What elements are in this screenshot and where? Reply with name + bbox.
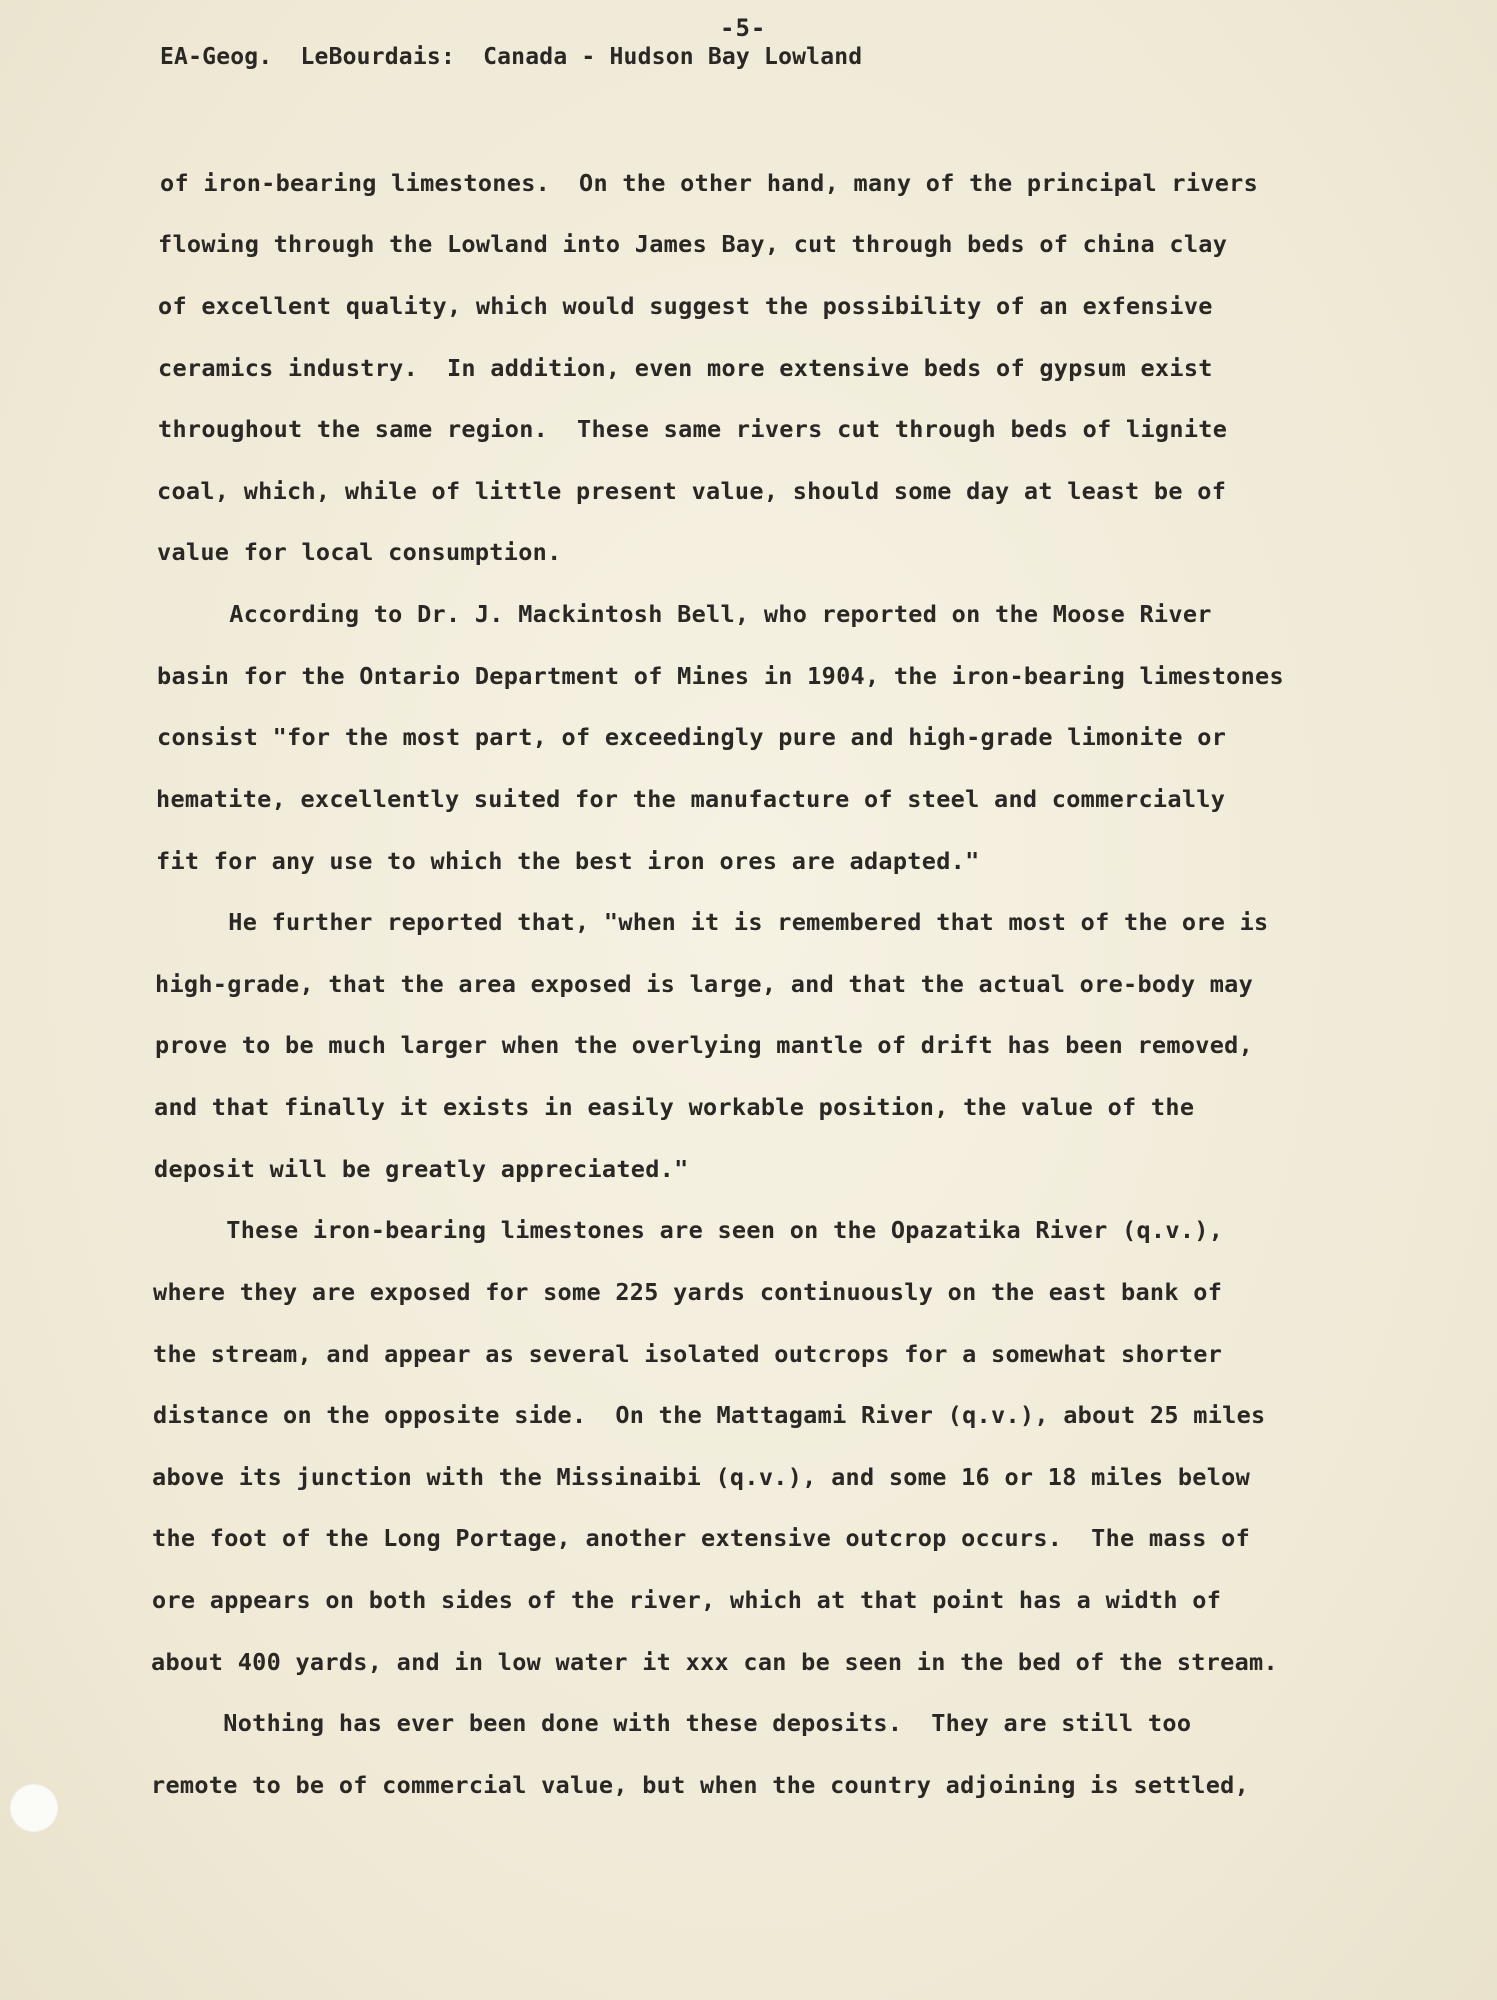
body-line: of iron-bearing limestones. On the other hand, many of the principal rivers bbox=[160, 169, 1259, 197]
body-line: above its junction with the Missinaibi (q.v.), and some 16 or 18 miles below bbox=[152, 1463, 1251, 1491]
body-line: deposit will be greatly appreciated." bbox=[154, 1155, 689, 1183]
body-line: consist "for the most part, of exceedingly pure and high-grade limonite or bbox=[157, 723, 1227, 751]
body-line: flowing through the Lowland into James Bay, cut through beds of china clay bbox=[158, 230, 1228, 258]
page-number: -5- bbox=[720, 14, 767, 42]
body-line: basin for the Ontario Department of Mines in 1904, the iron-bearing limestones bbox=[157, 662, 1284, 690]
punch-hole bbox=[10, 1784, 58, 1832]
body-line: and that finally it exists in easily workable position, the value of the bbox=[154, 1093, 1195, 1121]
body-line: distance on the opposite side. On the Mattagami River (q.v.), about 25 miles bbox=[153, 1401, 1266, 1429]
body-line: Nothing has ever been done with these deposits. They are still too bbox=[151, 1709, 1192, 1737]
body-line: throughout the same region. These same rivers cut through beds of lignite bbox=[158, 415, 1228, 443]
body-line: ore appears on both sides of the river, which at that point has a width of bbox=[152, 1586, 1222, 1614]
body-line: of excellent quality, which would suggest the possibility of an exfensive bbox=[158, 292, 1213, 320]
running-header: EA-Geog. LeBourdais: Canada - Hudson Bay Lowland bbox=[160, 44, 863, 70]
body-line: remote to be of commercial value, but when the country adjoining is settled, bbox=[151, 1771, 1250, 1799]
body-line: prove to be much larger when the overlying mantle of drift has been removed, bbox=[155, 1031, 1254, 1059]
body-line: where they are exposed for some 225 yards continuously on the east bank of bbox=[153, 1278, 1223, 1306]
body-line: high-grade, that the area exposed is large, and that the actual ore-body may bbox=[155, 970, 1254, 998]
body-line: coal, which, while of little present value, should some day at least be of bbox=[157, 477, 1227, 505]
body-line: the foot of the Long Portage, another extensive outcrop occurs. The mass of bbox=[152, 1524, 1251, 1552]
body-line: about 400 yards, and in low water it xxx can be seen in the bed of the stream. bbox=[151, 1648, 1278, 1676]
body-line: the stream, and appear as several isolated outcrops for a somewhat shorter bbox=[153, 1340, 1223, 1368]
body-line: hematite, excellently suited for the manufacture of steel and commercially bbox=[156, 785, 1226, 813]
body-line: fit for any use to which the best iron ores are adapted." bbox=[156, 847, 980, 875]
body-line: value for local consumption. bbox=[157, 538, 562, 566]
body-line: He further reported that, "when it is remembered that most of the ore is bbox=[156, 908, 1269, 936]
body-line: ceramics industry. In addition, even more extensive beds of gypsum exist bbox=[158, 354, 1213, 382]
body-line: According to Dr. J. Mackintosh Bell, who reported on the Moose River bbox=[157, 600, 1212, 628]
body-line: These iron-bearing limestones are seen on the Opazatika River (q.v.), bbox=[154, 1216, 1224, 1244]
